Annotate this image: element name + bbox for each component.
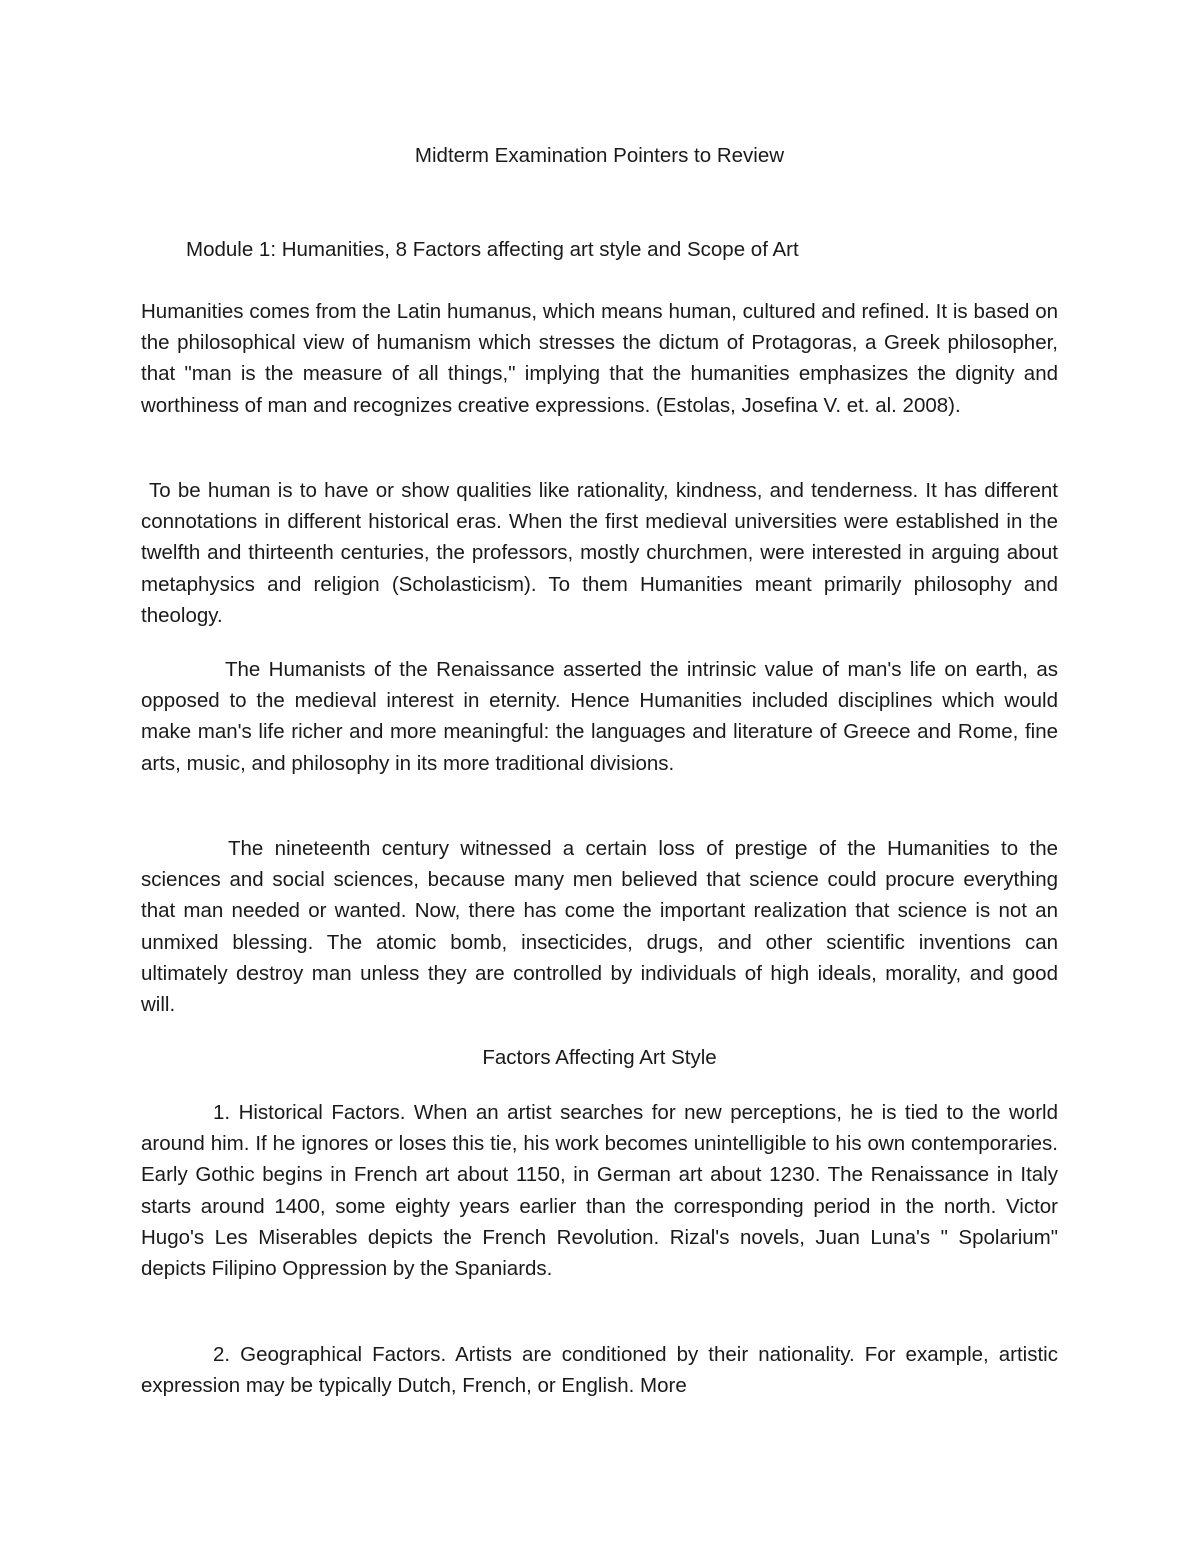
document-title: Midterm Examination Pointers to Review xyxy=(414,144,785,167)
paragraph-to-be-human: To be human is to have or show qualities like rationality, kindness, and tenderness. It has different connotations in different historical eras. When the first medieval universities were established in the twelfth and thirteenth centuries, the professors, mostly churchmen, were interested in arguing about metaphysics and religion (Scholasticism). To them Humanities meant primarily philosophy and theology. xyxy=(141,479,1058,627)
module-heading: Module 1: Humanities, 8 Factors affecting art style and Scope of Art xyxy=(186,238,799,261)
paragraph-nineteenth-century: The nineteenth century witnessed a certain loss of prestige of the Humanities to the sciences and social sciences, because many men believed that science could procure everything that man needed or wanted. Now, there has come the important realization that science is not an unmixed blessing. The atomic bomb, insecticides, drugs, and other scientific inventions can ultimately destroy man unless they are controlled by individuals of high ideals, morality, and good will. xyxy=(141,837,1058,1017)
paragraph-humanities-origin: Humanities comes from the Latin humanus, which means human, cultured and refined. It is based on the philosophical view of humanism which stresses the dictum of Protagoras, a Greek philosopher, that "man is the measure of all things," implying that the humanities emphasizes the dignity and worthiness of man and recognizes creative expressions. (Estolas, Josefina V. et. al. 2008). xyxy=(141,300,1058,417)
factor-geographical: 2. Geographical Factors. Artists are conditioned by their nationality. For example, artistic expression may be typically Dutch, French, or English. More xyxy=(141,1343,1058,1398)
section-heading: Factors Affecting Art Style xyxy=(482,1046,717,1069)
paragraph-renaissance: The Humanists of the Renaissance asserted the intrinsic value of man's life on earth, as opposed to the medieval interest in eternity. Hence Humanities included disciplines which would make man's life richer and more meaningful: the languages and literature of Greece and Rome, fine arts, music, and philosophy in its more traditional divisions. xyxy=(141,658,1058,775)
factor-historical: 1. Historical Factors. When an artist searches for new perceptions, he is tied to the world around him. If he ignores or loses this tie, his work becomes unintelligible to his own contemporaries. Early Gothic begins in French art about 1150, in German art about 1230. The Renaissance in Italy starts around 1400, some eighty years earlier than the corresponding period in the north. Victor Hugo's Les Miserables depicts the French Revolution. Rizal's novels, Juan Luna's " Spolarium" depicts Filipino Oppression by the Spaniards. xyxy=(141,1101,1058,1281)
